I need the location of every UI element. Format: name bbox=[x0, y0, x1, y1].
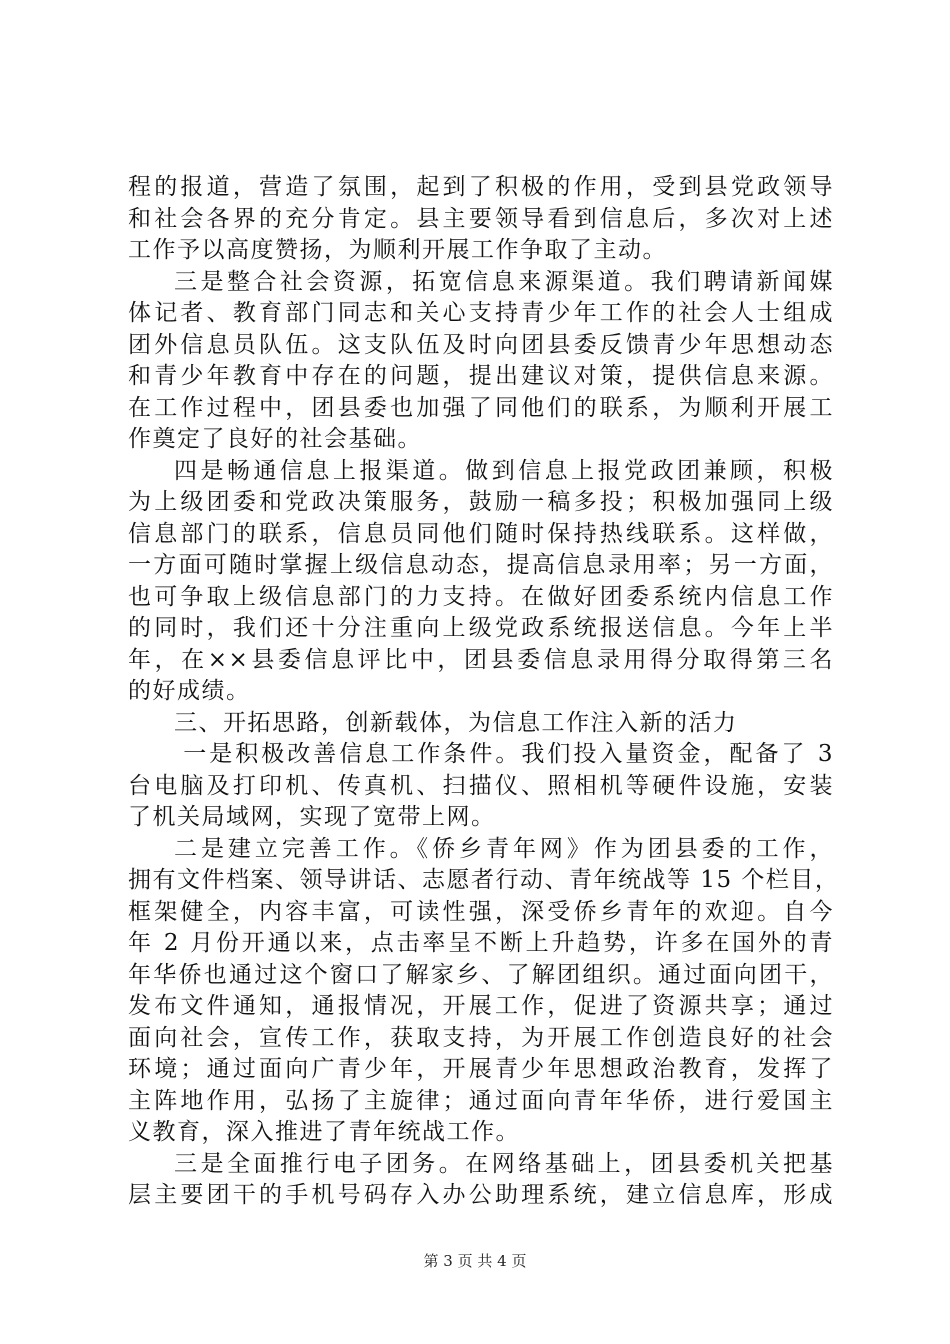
paragraph-line: 工作予以高度赞扬，为顺利开展工作争取了主动。 bbox=[128, 237, 667, 263]
paragraph-line: 环境；通过面向广青少年，开展青少年思想政治教育，发挥了 bbox=[128, 1056, 834, 1082]
paragraph-line: 发布文件通知，通报情况，开展工作，促进了资源共享；通过 bbox=[128, 993, 834, 1019]
paragraph-line: 体记者、教育部门同志和关心支持青少年工作的社会人士组成 bbox=[128, 300, 834, 326]
paragraph-line: 的同时，我们还十分注重向上级党政系统报送信息。今年上半 bbox=[128, 615, 834, 641]
paragraph-line: 年华侨也通过这个窗口了解家乡、了解团组织。通过面向团干， bbox=[128, 961, 834, 988]
page-number-footer: 第 3 页 共 4 页 bbox=[423, 1252, 527, 1270]
document-body bbox=[128, 172, 840, 1212]
paragraph-line: 主阵地作用，弘扬了主旋律；通过面向青年华侨，进行爱国主 bbox=[128, 1087, 834, 1114]
paragraph-line: 三是整合社会资源，拓宽信息来源渠道。我们聘请新闻媒 bbox=[174, 268, 834, 295]
paragraph-line: 义教育，深入推进了青年统战工作。 bbox=[128, 1119, 520, 1145]
paragraph-line: 一是积极改善信息工作条件。我们投入量资金，配备了 3 bbox=[183, 741, 834, 767]
paragraph-line: 三、开拓思路，创新载体，为信息工作注入新的活力 bbox=[174, 709, 738, 736]
paragraph-line: 了机关局域网，实现了宽带上网。 bbox=[128, 804, 496, 830]
paragraph-line: 信息部门的联系，信息员同他们随时保持热线联系。这样做， bbox=[128, 520, 834, 547]
paragraph-line: 台电脑及打印机、传真机、扫描仪、照相机等硬件设施，安装 bbox=[128, 772, 834, 799]
paragraph-line: 框架健全，内容丰富，可读性强，深受侨乡青年的欢迎。自今 bbox=[128, 898, 834, 925]
paragraph-line: 三是全面推行电子团务。在网络基础上，团县委机关把基 bbox=[174, 1150, 834, 1177]
paragraph-line: 也可争取上级信息部门的力支持。在做好团委系统内信息工作 bbox=[128, 583, 834, 610]
paragraph-line: 和青少年教育中存在的问题，提出建议对策，提供信息来源。 bbox=[128, 363, 834, 389]
paragraph-line: 为上级团委和党政决策服务，鼓励一稿多投；积极加强同上级 bbox=[128, 489, 834, 515]
paragraph-line: 的好成绩。 bbox=[128, 678, 251, 704]
paragraph-line: 年 2 月份开通以来，点击率呈不断上升趋势，许多在国外的青 bbox=[128, 930, 834, 956]
paragraph-line: 二是建立完善工作。《侨乡青年网》作为团县委的工作， bbox=[174, 835, 834, 862]
paragraph-line: 年，在××县委信息评比中，团县委信息录用得分取得第三名 bbox=[128, 646, 834, 673]
paragraph-line: 层主要团干的手机号码存入办公助理系统，建立信息库，形成 bbox=[128, 1182, 834, 1208]
paragraph-line: 四是畅通信息上报渠道。做到信息上报党政团兼顾，积极 bbox=[174, 457, 834, 484]
paragraph-line: 一方面可随时掌握上级信息动态，提高信息录用率；另一方面， bbox=[128, 552, 834, 578]
paragraph-line: 团外信息员队伍。这支队伍及时向团县委反馈青少年思想动态 bbox=[128, 331, 834, 358]
paragraph-line: 在工作过程中，团县委也加强了同他们的联系，为顺利开展工 bbox=[128, 394, 834, 421]
paragraph-line: 作奠定了良好的社会基础。 bbox=[128, 426, 422, 452]
paragraph-line: 和社会各界的充分肯定。县主要领导看到信息后，多次对上述 bbox=[128, 205, 834, 232]
paragraph-line: 程的报道，营造了氛围，起到了积极的作用，受到县党政领导 bbox=[128, 174, 834, 200]
paragraph-line: 拥有文件档案、领导讲话、志愿者行动、青年统战等 15 个栏目， bbox=[128, 867, 840, 893]
paragraph-line: 面向社会，宣传工作，获取支持，为开展工作创造良好的社会 bbox=[128, 1024, 834, 1051]
